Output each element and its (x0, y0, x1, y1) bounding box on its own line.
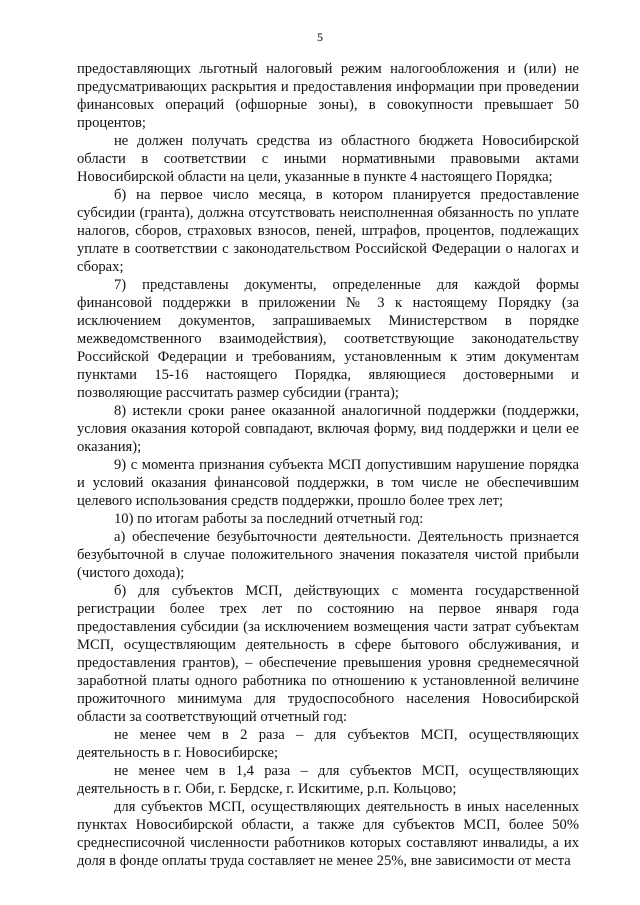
paragraph: б) для субъектов МСП, действующих с момента государственной регистрации более трех лет по состоянию на первое января года предоставления субсидии (за исключением возмещения части затрат субъектам МСП, осуществляющим деятельность в сфере бытового обслуживания, и предоставления грантов), – обеспечение превышения уровня среднемесячной заработной платы одного работника по отношению к установленной величине прожиточного минимума для трудоспособного населения Новосибирской области за соответствующий отчетный год: (77, 583, 579, 725)
paragraph: предоставляющих льготный налоговый режим налогообложения и (или) не предусматривающих раскрытия и предоставления информации при проведении финансовых операций (офшорные зоны), в совокупности превышает 50 процентов; (77, 61, 579, 131)
paragraph: 8) истекли сроки ранее оказанной аналогичной поддержки (поддержки, условия оказания которой совпадают, включая форму, вид поддержки и цели ее оказания); (77, 403, 579, 455)
paragraph: 9) с момента признания субъекта МСП допустившим нарушение порядка и условий оказания финансовой поддержки, в том числе не обеспечившим целевого использования средств поддержки, прошло более трех лет; (77, 457, 579, 509)
page-number: 5 (317, 30, 323, 44)
paragraph: 10) по итогам работы за последний отчетный год: (114, 511, 424, 527)
paragraph: не менее чем в 1,4 раза – для субъектов МСП, осуществляющих деятельность в г. Оби, г. Бердске, г. Искитиме, р.п. Кольцово; (77, 763, 579, 797)
paragraph: б) на первое число месяца, в котором планируется предоставление субсидии (гранта), должна отсутствовать неисполненная обязанность по уплате налогов, сборов, страховых взносов, пеней, штрафов, процентов, подлежащих уплате в соответствии с законодательством Российской Федерации о налогах и сборах; (77, 187, 579, 275)
paragraph: для субъектов МСП, осуществляющих деятельность в иных населенных пунктах Новосибирской области, а также для субъектов МСП, более 50% среднесписочной численности работников которых составляют инвалиды, а их доля в фонде оплаты труда составляет не менее 25%, вне зависимости от места (77, 799, 579, 869)
paragraph: не менее чем в 2 раза – для субъектов МСП, осуществляющих деятельность в г. Новосибирске; (77, 727, 579, 761)
paragraph: 7) представлены документы, определенные для каждой формы финансовой поддержки в приложении № 3 к настоящему Порядку (за исключением документов, запрашиваемых Министерством в порядке межведомственного взаимодействия), соответствующие законодательству Российской Федерации и требованиям, установленным к этим документам пунктами 15-16 настоящего Порядка, являющиеся достоверными и позволяющие рассчитать размер субсидии (гранта); (77, 277, 579, 401)
document-body (77, 60, 579, 870)
paragraph: не должен получать средства из областного бюджета Новосибирской области в соответствии с иными нормативными правовыми актами Новосибирской области на цели, указанные в пункте 4 настоящего Порядка; (77, 133, 579, 185)
paragraph: а) обеспечение безубыточности деятельности. Деятельность признается безубыточной в случае положительного значения показателя чистой прибыли (чистого дохода); (77, 529, 579, 581)
